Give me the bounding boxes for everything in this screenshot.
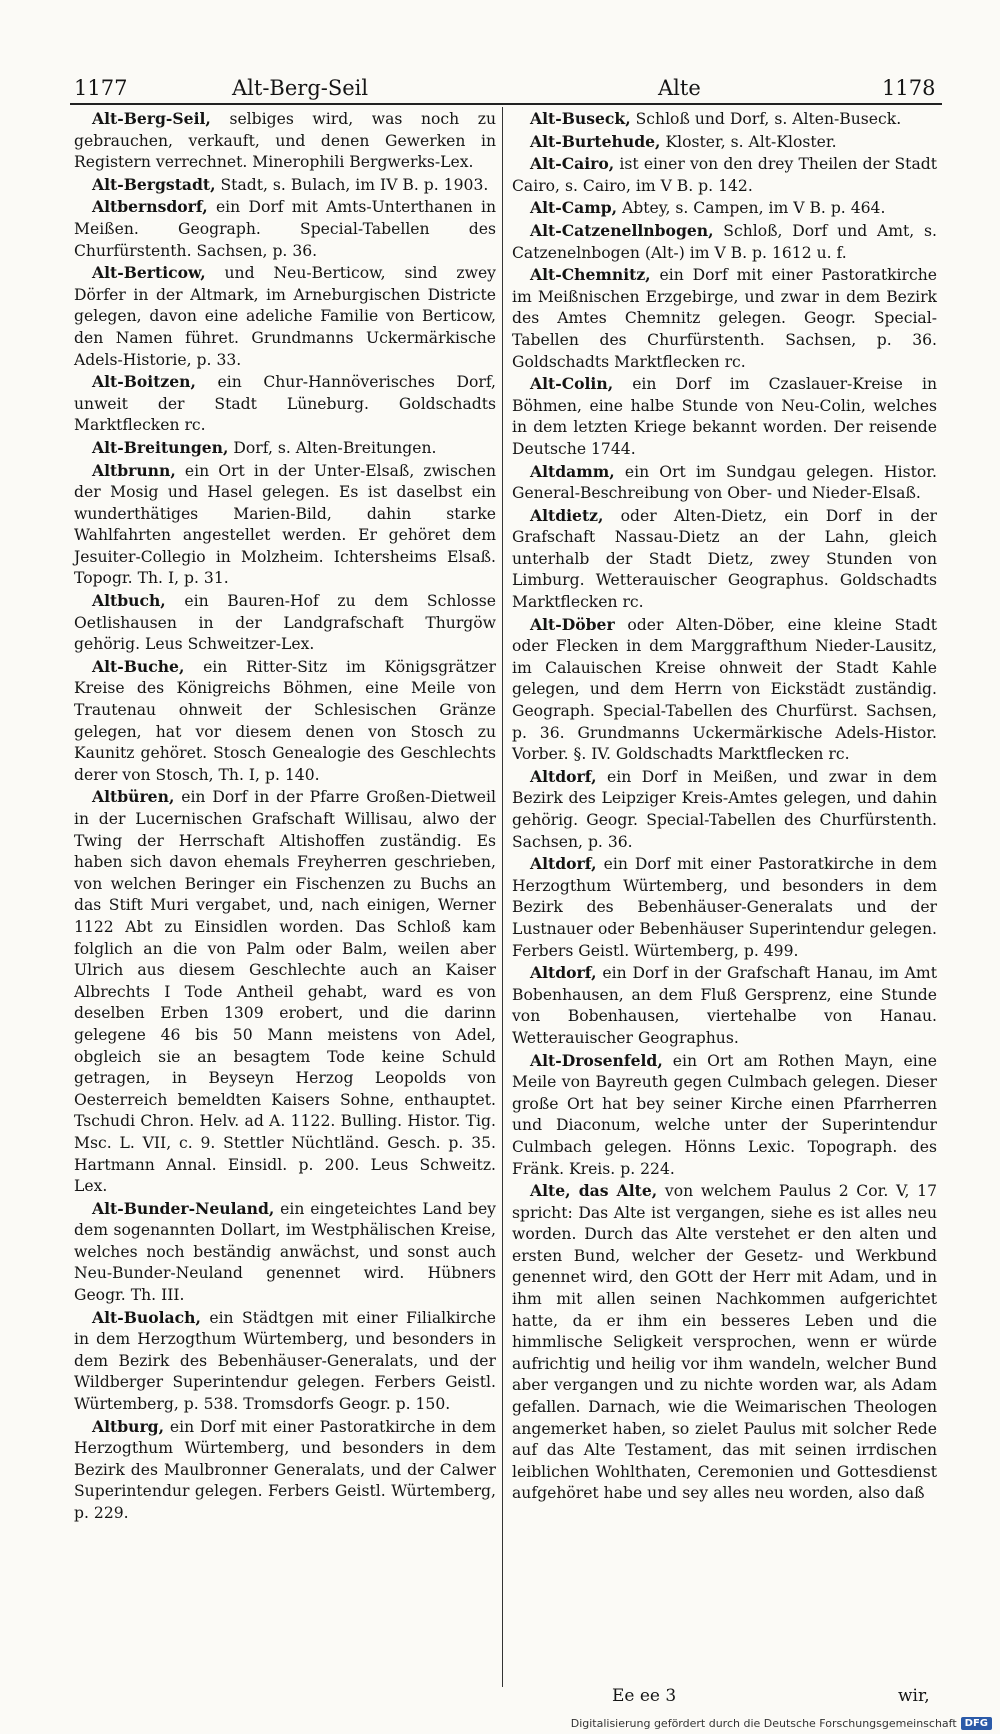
- page-number-right: 1178: [882, 76, 936, 100]
- header-rule: [70, 103, 942, 105]
- entry-headword: Alt-Camp,: [530, 198, 618, 218]
- entry-headword: Alt-Boitzen,: [92, 372, 196, 392]
- entry-headword: Altbuch,: [92, 591, 166, 611]
- dictionary-entry: [74, 174, 496, 197]
- entry-headword: Alt-Burtehude,: [530, 131, 661, 151]
- digitization-footer: [571, 1717, 992, 1730]
- entry-text: oder Alten-Dietz, ein Dorf in der Grafschaft Nassau-Dietz an der Lahn, gleich unterhalb der Stadt Dietz, zwey Stunden von Limburg. Wetterauischer Geographus. Goldschadts Marktflecken rc.: [512, 506, 937, 612]
- entry-text: ein Chur-Hannöverisches Dorf, unweit der Stadt Lüneburg. Goldschadts Marktflecken rc.: [74, 373, 496, 435]
- entry-headword: Alt-Cairo,: [530, 154, 615, 174]
- entry-headword: Alt-Drosenfeld,: [530, 1050, 663, 1070]
- entry-text: ein Dorf mit einer Pastoratkirche in dem Herzogthum Würtemberg, und besonders in dem Bezirk des Bebenhäuser-Generalats und der Lustnauer oder Bebenhäuser Superintendur gelegen. Ferbers Geistl. Würtemberg, p. 499.: [512, 855, 937, 960]
- entry-text: ein Ort in der Unter-Elsaß, zwischen der Mosig und Hasel gelegen. Es ist daselbst ein wunderthätiges Marien-Bild, dahin starke Wahlfahrten angestellet werden. Er gehöret dem Jesuiter-Collegio in Molzheim. Ichtersheims Elsaß. Topogr. Th. I, p. 31.: [74, 461, 496, 588]
- right-column: [512, 108, 937, 1505]
- entry-text: ein Dorf im Czaslauer-Kreise in Böhmen, eine halbe Stunde von Neu-Colin, welches in dem letzten Kriege bekannt worden. Der reisende Deutsche 1744.: [512, 375, 937, 458]
- entry-headword: Alt-Catzenellnbogen,: [530, 220, 714, 240]
- entry-text: Dorf, s. Alten-Breitungen.: [228, 438, 437, 457]
- entry-text: ein Städtgen mit einer Filialkirche in dem Herzogthum Würtemberg, und besonders in dem Bezirk des Bebenhäuser-Generalats, und der Wildberger Superintendur gelegen. Ferbers Geistl. Würtemberg, p. 538. Tromsdorfs Geogr. p. 150.: [74, 1308, 496, 1414]
- entry-headword: Alt-Chemnitz,: [530, 265, 651, 285]
- column-divider: [502, 107, 503, 1687]
- dictionary-entry: [74, 262, 496, 371]
- footer-text: Digitalisierung gefördert durch die Deutsche Forschungsgemeinschaft: [570, 1717, 957, 1730]
- dictionary-entry: [512, 373, 937, 460]
- entry-text: ein Dorf in Meißen, und zwar in dem Bezirk des Leipziger Kreis-Amtes gelegen, und dahin gehörig. Geogr. Special-Tabellen des Churfürstenth. Sachsen, p. 36.: [512, 767, 937, 851]
- entry-text: ein Dorf in der Grafschaft Hanau, im Amt Bobenhausen, an dem Fluß Gersprenz, eine Stunde von Bobenhausen, viertehalbe von Hanau. Wetterauischer Geographus.: [512, 964, 937, 1047]
- dictionary-entry: [512, 766, 937, 853]
- dictionary-entry: [74, 1307, 496, 1416]
- entry-text: und Neu-Berticow, sind zwey Dörfer in der Altmark, im Arneburgischen Districte gelegen, davon eine adeliche Familie von Berticow, den Namen führet. Grundmanns Uckermärkische Adels-Historie, p. 33.: [74, 264, 496, 369]
- entry-text: oder Alten-Döber, eine kleine Stadt oder Flecken in dem Marggrafthum Nieder-Lausitz, im Calauischen Kreise ohnweit der Stadt Kahle gelegen, und dem Herrn von Eickstädt zuständig. Geograph. Special-Tabellen des Churfürst. Sachsen, p. 36. Grundmanns Uckermärkische Adels-Histor. Vorber. §. IV. Goldschadts Marktflecken rc.: [512, 615, 937, 764]
- dictionary-entry: [74, 786, 496, 1197]
- entry-text: Schloß und Dorf, s. Alten-Buseck.: [630, 110, 902, 128]
- entry-text: Abtey, s. Campen, im V B. p. 464.: [617, 199, 886, 218]
- running-head-left: Alt-Berg-Seil: [232, 76, 369, 100]
- entry-text: selbiges wird, was noch zu gebrauchen, verkauft, und denen Gewerken in Registern verrechnet. Minerophili Bergwerks-Lex.: [74, 110, 496, 172]
- dictionary-entry: [512, 131, 937, 154]
- dictionary-entry: [74, 108, 496, 174]
- entry-headword: Altdietz,: [530, 505, 604, 525]
- dictionary-entry: [74, 656, 496, 787]
- dictionary-entry: [512, 962, 937, 1049]
- dictionary-entry: [512, 614, 937, 766]
- entry-headword: Altbüren,: [92, 787, 175, 807]
- running-head-right: Alte: [658, 76, 701, 100]
- dictionary-entry: [512, 264, 937, 373]
- entry-headword: Altdorf,: [530, 766, 597, 786]
- entry-text: Stadt, s. Bulach, im IV B. p. 1903.: [215, 175, 489, 194]
- entry-text: ein Ort im Sundgau gelegen. Histor. General-Beschreibung von Ober- und Nieder-Elsaß.: [512, 462, 937, 503]
- dictionary-entry: [512, 1180, 937, 1505]
- entry-text: Schloß, Dorf und Amt, s. Catzenelnbogen (Alt-) im V B. p. 1612 u. f.: [512, 221, 937, 262]
- dictionary-entry: [512, 153, 937, 197]
- entry-headword: Alt-Berg-Seil,: [92, 109, 211, 128]
- entry-headword: Alt-Buseck,: [530, 109, 631, 128]
- dictionary-entry: [512, 220, 937, 264]
- entry-text: von welchem Paulus 2 Cor. V, 17 spricht: Das Alte ist vergangen, siehe es ist alles neu worden. Durch das Alte verstehet er den alten und ersten Bund, welcher der Gesetz- und Werkbund genennet wird, den GOtt der Herr mit Adam, und in ihm mit allen seinen Nachkommen aufgerichtet hatte, da er ihm ein besseres Leben und die himmlische Seligkeit versprochen, wenn er würde aufrichtig und heilig vor ihm wandeln, welcher Bund aber vergangen und zu nichte worden war, als Adam gefallen. Darnach, wie die Weimarischen Theologen angemerket haben, so zielet Paulus mit solcher Rede auf das Alte Testament, das mit seinen irrdischen leiblichen Wohlthaten, Ceremonien und Gottesdienst aufgehöret habe und sey alles neu worden, also daß: [512, 1182, 937, 1503]
- dictionary-entry: [512, 108, 937, 131]
- entry-text: ein Dorf mit einer Pastoratkirche im Meißnischen Erzgebirge, und zwar in dem Bezirk des Amtes Chemnitz gelegen. Geogr. Special-Tabellen des Churfürstenth. Sachsen, p. 36. Goldschadts Marktflecken rc.: [512, 266, 937, 371]
- dictionary-entry: [512, 1050, 937, 1181]
- entry-headword: Alt-Bunder-Neuland,: [92, 1198, 275, 1218]
- entry-headword: Alt-Buolach,: [92, 1307, 201, 1327]
- entry-text: ein eingeteichtes Land bey dem sogenannten Dollart, im Westphälischen Kreise, welches noch beständig anwächst, und sonst auch Neu-Bunder-Neuland genennet wird. Hübners Geogr. Th. III.: [74, 1199, 496, 1305]
- entry-headword: Altburg,: [92, 1416, 165, 1436]
- entry-text: ein Ritter-Sitz im Königsgrätzer Kreise des Königreichs Böhmen, eine Meile von Trautenau ohnweit der Schlesischen Gränze gelegen, hat vor diesem denen von Stosch zu Kaunitz gehöret. Stosch Genealogie des Geschlechts derer von Stosch, Th. I, p. 140.: [74, 657, 496, 784]
- dictionary-entry: [74, 590, 496, 656]
- page-number-left: 1177: [74, 76, 128, 100]
- dictionary-entry: [74, 437, 496, 460]
- entry-headword: Alt-Bergstadt,: [92, 174, 216, 194]
- dfg-logo-icon: DFG: [961, 1717, 992, 1730]
- dictionary-entry: [512, 853, 937, 962]
- entry-headword: Alt-Buche,: [92, 656, 185, 676]
- dictionary-entry: [74, 460, 496, 591]
- entry-text: ein Dorf mit einer Pastoratkirche in dem Herzogthum Würtemberg, und besonders in dem Bezirk des Maulbronner Generalats, und der Calwer Superintendur gelegen. Ferbers Geistl. Würtemberg, p. 229.: [74, 1417, 496, 1522]
- left-column: [74, 108, 496, 1525]
- dictionary-entry: [512, 505, 937, 614]
- dictionary-entry: [74, 371, 496, 437]
- entry-text: ein Dorf in der Pfarre Großen-Dietweil in der Lucernischen Grafschaft Willisau, alwo der Twing der Herrschaft Altishoffen zuständig. Es haben sich davon ehemals Freyherren geschrieben, von welchen Beringer ein Fischenzen zu Buchs an das Stift Muri vergabet, und, nach einigen, Werner 1122 Abt zu Einsidlen worden. Das Schloß kam folglich an die von Palm oder Balm, weilen aber Ulrich aus diesem Geschlechte auch an Kaiser Albrechts I Tode Antheil gehabt, ward es von deselben Erben 1309 erobert, und die darinn gelegene 46 bis 50 Mann meistens von Adel, obgleich sie an besagtem Tode keine Schuld getragen, in Beyseyn Herzog Leopolds von Oesterreich bemeldten Kaisers Sohne, enthauptet. Tschudi Chron. Helv. ad A. 1122. Bulling. Histor. Tig. Msc. L. VII, c. 9. Stettler Nüchtländ. Gesch. p. 35. Hartmann Annal. Einsidl. p. 200. Leus Schweitz. Lex.: [74, 788, 496, 1196]
- signature-mark: Ee ee 3: [612, 1686, 677, 1706]
- entry-headword: Alt-Colin,: [530, 374, 614, 394]
- dictionary-entry: [74, 1416, 496, 1525]
- entry-text: ein Dorf mit Amts-Unterthanen in Meißen. Geograph. Special-Tabellen des Churfürstenth. Sachsen, p. 36.: [74, 198, 496, 260]
- entry-text: ein Ort am Rothen Mayn, eine Meile von Bayreuth gegen Culmbach gelegen. Dieser große Ort hat bey seiner Kirche einen Pfarrherren und Diaconum, welche unter der Superintendur Culmbach gelegen. Hönns Lexic. Topograph. des Fränk. Kreis. p. 224.: [512, 1051, 937, 1178]
- dictionary-entry: [74, 196, 496, 262]
- entry-headword: Alt-Döber: [530, 614, 615, 634]
- entry-headword: Altdorf,: [530, 963, 597, 983]
- entry-headword: Alte, das Alte,: [530, 1181, 658, 1201]
- dictionary-entry: [512, 461, 937, 505]
- entry-headword: Altbrunn,: [92, 460, 176, 480]
- entry-text: ist einer von den drey Theilen der Stadt Cairo, s. Cairo, im V B. p. 142.: [512, 155, 937, 195]
- dictionary-entry: [74, 1198, 496, 1307]
- dictionary-entry: [512, 197, 937, 220]
- entry-headword: Altdamm,: [530, 461, 615, 481]
- entry-headword: Altbernsdorf,: [92, 197, 208, 217]
- entry-headword: Altdorf,: [530, 854, 597, 874]
- catchword: wir,: [898, 1686, 930, 1706]
- entry-headword: Alt-Berticow,: [92, 263, 206, 283]
- entry-headword: Alt-Breitungen,: [92, 437, 229, 457]
- entry-text: Kloster, s. Alt-Kloster.: [660, 132, 837, 151]
- entry-text: ein Bauren-Hof zu dem Schlosse Oetlishausen in der Landgrafschaft Thurgöw gehörig. Leus Schweitzer-Lex.: [74, 592, 496, 654]
